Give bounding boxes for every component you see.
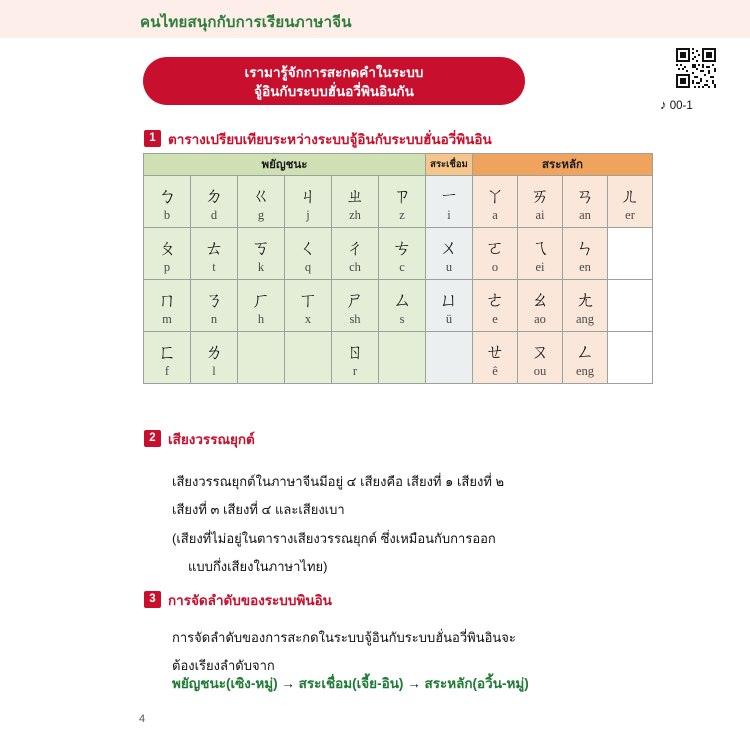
pinyin-text: a [492, 208, 498, 222]
cell-vowel [563, 280, 608, 332]
pinyin-text: x [304, 312, 312, 326]
pinyin-text: f [164, 364, 170, 378]
pinyin-text: u [445, 260, 453, 274]
zhuyin-glyph [426, 339, 472, 361]
cell-vowel [608, 176, 653, 228]
zhuyin-glyph: ㄎ [251, 237, 271, 259]
zhuyin-glyph [285, 339, 331, 361]
zhuyin-glyph: ㄛ [485, 237, 505, 259]
zhuyin-glyph: ㄍ [251, 185, 271, 207]
section-number-3: 3 [144, 591, 161, 608]
cell-vowel [563, 228, 608, 280]
pinyin-text: g [257, 208, 265, 222]
cell-vowel-empty [608, 280, 653, 332]
cell-vowel-empty [608, 228, 653, 280]
page-header-band [0, 0, 750, 38]
audio-track-label [660, 97, 720, 112]
zhuyin-glyph: ㄓ [345, 185, 365, 207]
audio-track-number: 00-1 [669, 100, 693, 112]
zhuyin-pinyin-comparison-table [143, 153, 640, 384]
pinyin-text: t [212, 260, 216, 274]
pinyin-text: l [212, 364, 216, 378]
pinyin-text: sh [349, 312, 361, 326]
cell-vowel [473, 228, 518, 280]
zhuyin-glyph: ㄑ [298, 237, 318, 259]
pinyin-text [426, 361, 472, 377]
cell-consonant [332, 280, 379, 332]
zhuyin-glyph: ㄚ [485, 185, 505, 207]
zhuyin-glyph: ㄣ [575, 237, 595, 259]
cell-consonant-empty [285, 332, 332, 384]
cell-consonant [285, 228, 332, 280]
pinyin-text: b [163, 208, 171, 222]
section2-line2: เสียงที่ ๓ เสียงที่ ๔ และเสียงเบา [172, 502, 345, 517]
pinyin-text: er [625, 208, 635, 222]
qr-code-icon [672, 44, 720, 92]
table-row [144, 332, 653, 384]
zhuyin-glyph: ㄉ [204, 185, 224, 207]
lesson-title-line1: เรามารู้จักการสะกดคำในระบบ [244, 65, 424, 80]
cell-vowel [518, 332, 563, 384]
header-medial: สระเชื่อม [426, 154, 473, 176]
cell-consonant [379, 280, 426, 332]
pinyin-text [608, 309, 652, 325]
cell-consonant [238, 228, 285, 280]
zhuyin-glyph [379, 339, 425, 361]
pinyin-text: zh [349, 208, 361, 222]
pinyin-text [238, 361, 284, 377]
pinyin-text: an [579, 208, 591, 222]
zhuyin-glyph: ㄏ [251, 289, 271, 311]
arrow-right-icon-2: → [407, 676, 421, 691]
cell-consonant-empty [238, 332, 285, 384]
pinyin-text: p [163, 260, 171, 274]
pinyin-text [379, 361, 425, 377]
zhuyin-glyph: ㄈ [157, 341, 177, 363]
section3-line2: ต้องเรียงลำดับจาก [172, 658, 275, 673]
zhuyin-glyph: ㄌ [204, 341, 224, 363]
zhuyin-glyph: ㄜ [485, 289, 505, 311]
section3-line1: การจัดลำดับของการสะกดในระบบจู้อินกับระบบฮั่นอวี่พินอินจะ [172, 630, 516, 645]
cell-consonant [191, 176, 238, 228]
zhuyin-glyph: ㄨ [439, 237, 459, 259]
zhuyin-glyph: ㄊ [204, 237, 224, 259]
cell-consonant [144, 176, 191, 228]
cell-consonant [191, 332, 238, 384]
zhuyin-glyph: ㄖ [345, 341, 365, 363]
pinyin-text: j [306, 208, 310, 222]
header-main-vowels: สระหลัก [473, 154, 653, 176]
cell-consonant-empty [379, 332, 426, 384]
header-consonants: พยัญชนะ [144, 154, 426, 176]
cell-consonant [144, 228, 191, 280]
cell-medial [426, 176, 473, 228]
order-part-consonant: พยัญชนะ(เซิง-หมู่) [172, 676, 278, 691]
pinyin-text: ê [492, 364, 498, 378]
cell-vowel [473, 176, 518, 228]
section2-line3: (เสียงที่ไม่อยู่ในตารางเสียงวรรณยุกต์ ซึ่งเหมือนกับการออก [172, 531, 496, 546]
zhuyin-glyph: ㄆ [157, 237, 177, 259]
zhuyin-glyph: ㄔ [345, 237, 365, 259]
table-row [144, 228, 653, 280]
zhuyin-glyph: ㄩ [439, 289, 459, 311]
zhuyin-glyph: ㄥ [575, 341, 595, 363]
zhuyin-glyph: ㄒ [298, 289, 318, 311]
cell-consonant [144, 332, 191, 384]
zhuyin-glyph [608, 339, 652, 361]
cell-vowel [518, 280, 563, 332]
table-row [144, 176, 653, 228]
section-number-1: 1 [144, 130, 161, 147]
pinyin-text: ai [535, 208, 545, 222]
zhuyin-glyph [608, 287, 652, 309]
cell-consonant [191, 228, 238, 280]
table-row [144, 280, 653, 332]
cell-consonant [191, 280, 238, 332]
cell-vowel-empty [608, 332, 653, 384]
arrow-right-icon: → [281, 676, 295, 691]
pinyin-text: z [399, 208, 405, 222]
pinyin-text: e [492, 312, 498, 326]
page-header-title: คนไทยสนุกกับการเรียนภาษาจีน [140, 14, 352, 31]
cell-consonant [144, 280, 191, 332]
cell-consonant [379, 228, 426, 280]
pinyin-text: c [399, 260, 405, 274]
pinyin-text: ao [534, 312, 546, 326]
pinyin-text: d [210, 208, 218, 222]
cell-consonant [332, 332, 379, 384]
cell-consonant [379, 176, 426, 228]
pinyin-text: h [257, 312, 265, 326]
cell-vowel [473, 280, 518, 332]
section-heading-2: เสียงวรรณยุกต์ [168, 432, 255, 447]
zhuyin-glyph [238, 339, 284, 361]
zhuyin-glyph: ㄅ [157, 185, 177, 207]
page-number: 4 [139, 713, 146, 725]
audio-note-icon: ♪ [660, 97, 667, 112]
pinyin-text: ch [349, 260, 361, 274]
pinyin-text: r [352, 364, 358, 378]
pinyin-text: ei [535, 260, 545, 274]
cell-vowel [518, 228, 563, 280]
zhuyin-glyph: ㄘ [392, 237, 412, 259]
pinyin-text [285, 361, 331, 377]
pinyin-text: i [447, 208, 451, 222]
cell-vowel [473, 332, 518, 384]
order-part-vowel: สระหลัก(อวิ้น-หมู่) [424, 676, 529, 691]
section-heading-3: การจัดลำดับของระบบพินอิน [168, 593, 332, 608]
cell-consonant [285, 280, 332, 332]
zhuyin-glyph: ㄟ [530, 237, 550, 259]
pinyin-text: k [257, 260, 265, 274]
pinyin-text [608, 257, 652, 273]
zhuyin-glyph: ㄙ [392, 289, 412, 311]
section2-line4: แบบกึ่งเสียงในภาษาไทย) [188, 559, 328, 574]
zhuyin-glyph: ㄇ [157, 289, 177, 311]
pinyin-text: s [399, 312, 405, 326]
table-header-row [144, 154, 653, 176]
cell-vowel [563, 332, 608, 384]
comparison-table [143, 153, 653, 384]
section-heading-1: ตารางเปรียบเทียบระหว่างระบบจู้อินกับระบบฮั่นอวี่พินอิน [168, 132, 492, 147]
spelling-order-sequence [172, 672, 529, 694]
pinyin-text: ü [445, 312, 453, 326]
cell-consonant [238, 176, 285, 228]
zhuyin-glyph [608, 235, 652, 257]
order-part-medial: สระเชื่อม(เจี้ย-อิน) [298, 676, 404, 691]
pinyin-text: eng [575, 364, 595, 378]
pinyin-text: n [210, 312, 218, 326]
pinyin-text: ou [533, 364, 547, 378]
zhuyin-glyph: ㄕ [345, 289, 365, 311]
zhuyin-glyph: ㄐ [298, 185, 318, 207]
pinyin-text [608, 361, 652, 377]
pinyin-text: o [491, 260, 499, 274]
cell-medial [426, 228, 473, 280]
zhuyin-glyph: ㄢ [575, 185, 595, 207]
zhuyin-glyph: ㄧ [439, 185, 459, 207]
zhuyin-glyph: ㄠ [530, 289, 550, 311]
pinyin-text: q [304, 260, 312, 274]
cell-vowel [563, 176, 608, 228]
cell-medial [426, 280, 473, 332]
zhuyin-glyph: ㄦ [620, 185, 640, 207]
cell-consonant [238, 280, 285, 332]
zhuyin-glyph: ㄗ [392, 185, 412, 207]
zhuyin-glyph: ㄋ [204, 289, 224, 311]
cell-consonant [332, 176, 379, 228]
lesson-title-banner [143, 57, 525, 105]
zhuyin-glyph: ㄞ [530, 185, 550, 207]
pinyin-text: m [162, 312, 172, 326]
cell-consonant [332, 228, 379, 280]
zhuyin-glyph: ㄡ [530, 341, 550, 363]
zhuyin-glyph: ㄝ [485, 341, 505, 363]
cell-vowel [518, 176, 563, 228]
pinyin-text: en [579, 260, 591, 274]
pinyin-text: ang [575, 312, 595, 326]
section-number-2: 2 [144, 430, 161, 447]
lesson-title-line2: จู้อินกับระบบฮั่นอวี่พินอินกัน [254, 84, 414, 99]
section2-line1: เสียงวรรณยุกต์ในภาษาจีนมีอยู่ ๔ เสียงคือ เสียงที่ ๑ เสียงที่ ๒ [172, 474, 505, 489]
zhuyin-glyph: ㄤ [575, 289, 595, 311]
cell-consonant [285, 176, 332, 228]
cell-medial-empty [426, 332, 473, 384]
